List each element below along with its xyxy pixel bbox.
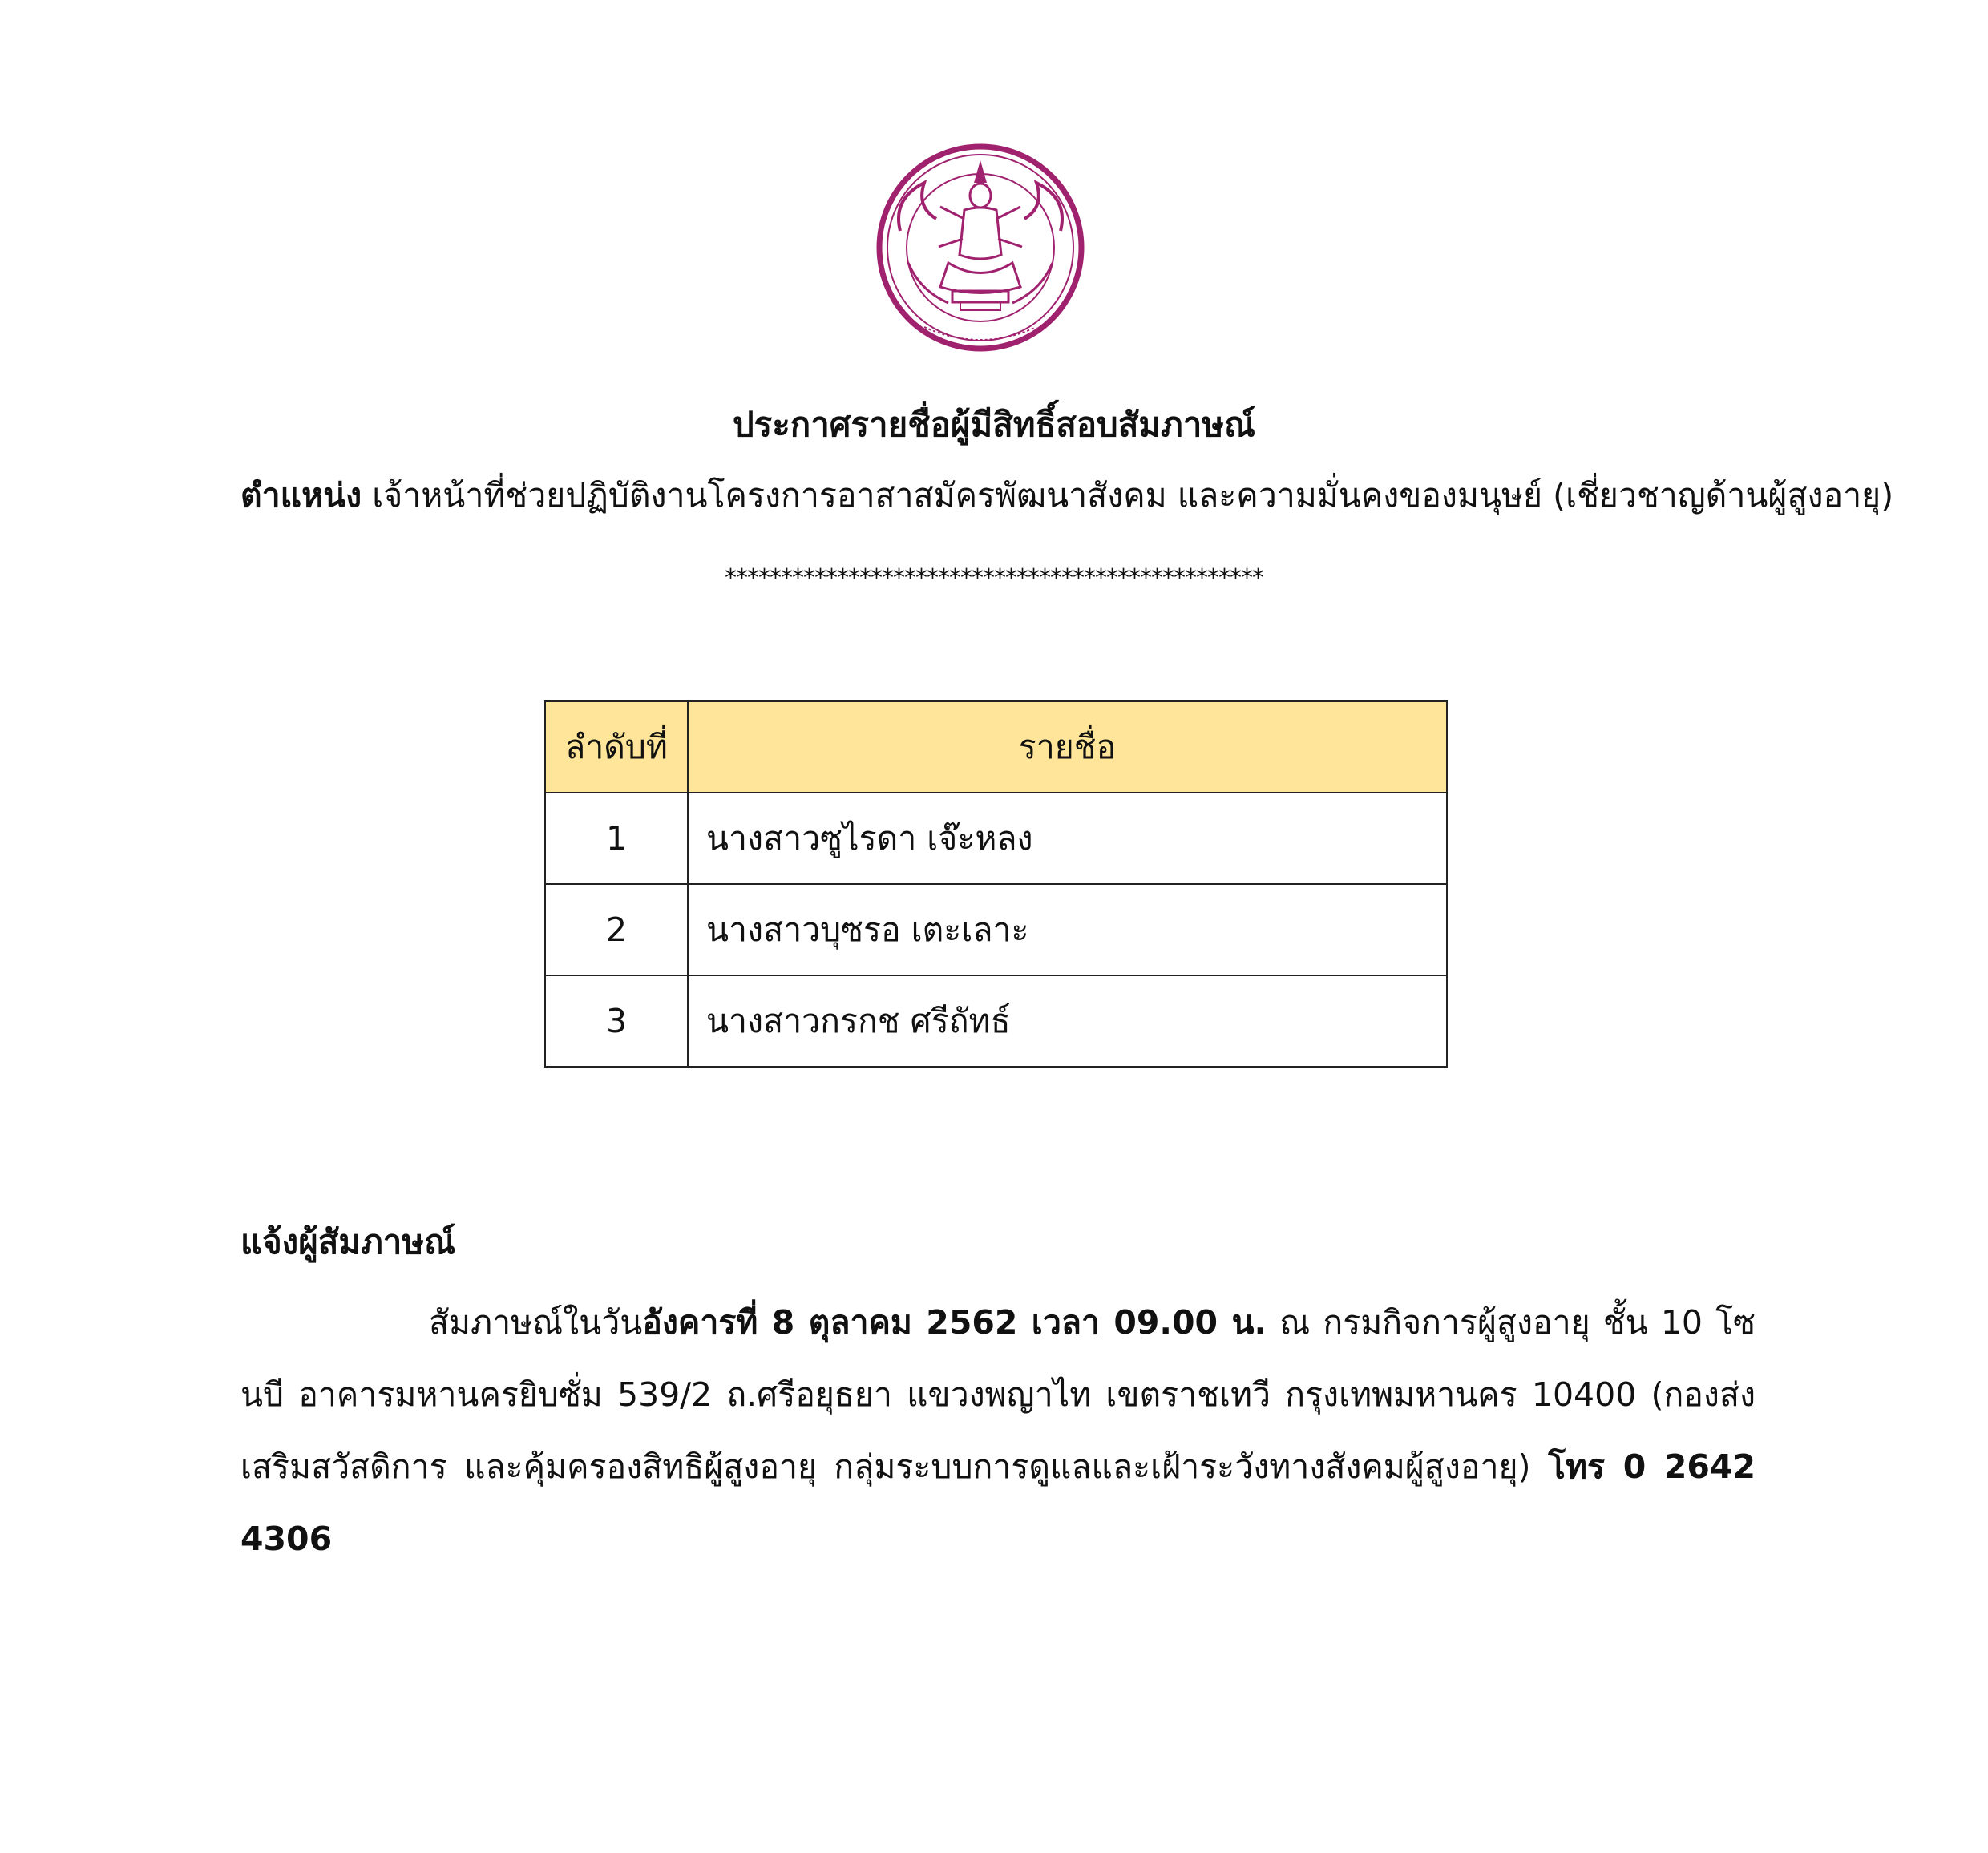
row-number: 2	[545, 884, 688, 975]
position-label: ตำแหน่ง	[240, 476, 362, 515]
notice-location: ณ กรมกิจการผู้สูงอายุ ชั้น 10 โซนบี อาคารมหานครยิบซั่ม 539/2 ถ.ศรีอยุธยา แขวงพญาไท เขตราชเทวี กรุงเทพมหานคร 10400 (กองส่งเสริมสวัสดิการ และคุ้มครองสิทธิผู้สูงอายุ กลุ่มระบบการดูแลและเฝ้าระวังทางสังคมผู้สูงอายุ)	[240, 1303, 1756, 1486]
row-number: 1	[545, 793, 688, 884]
row-number: 3	[545, 975, 688, 1067]
table-header-row	[545, 701, 1447, 793]
column-header-name: รายชื่อ	[688, 701, 1447, 793]
notice-phone: โทร 0 2642 4306	[240, 1447, 1756, 1558]
column-header-order: ลำดับที่	[545, 701, 688, 793]
notice-intro: สัมภาษณ์ในวัน	[429, 1303, 643, 1342]
position-value: เจ้าหน้าที่ช่วยปฏิบัติงานโครงการอาสาสมัครพัฒนาสังคม และความมั่นคงของมนุษย์ (เชี่ยวชาญด้านผู้สูงอายุ)	[372, 476, 1894, 515]
notice-heading: แจ้งผู้สัมภาษณ์	[240, 1222, 456, 1262]
position-line	[240, 471, 1894, 519]
row-name: นางสาวบุซรอ เตะเลาะ	[688, 884, 1447, 975]
ministry-seal-icon	[876, 143, 1085, 353]
row-name: นางสาวซูไรดา เจ๊ะหลง	[688, 793, 1447, 884]
notice-body	[240, 1286, 1756, 1575]
separator: ************************************************	[725, 564, 1263, 592]
row-name: นางสาวกรกช ศรีถัทธ์	[688, 975, 1447, 1067]
page-title: ประกาศรายชื่อผู้มีสิทธิ์สอบสัมภาษณ์	[733, 405, 1255, 444]
table-row	[545, 793, 1447, 884]
table-row	[545, 884, 1447, 975]
candidate-table	[544, 700, 1448, 1068]
notice-datetime: อังคารที่ 8 ตุลาคม 2562 เวลา 09.00 น.	[642, 1303, 1267, 1342]
table-row	[545, 975, 1447, 1067]
